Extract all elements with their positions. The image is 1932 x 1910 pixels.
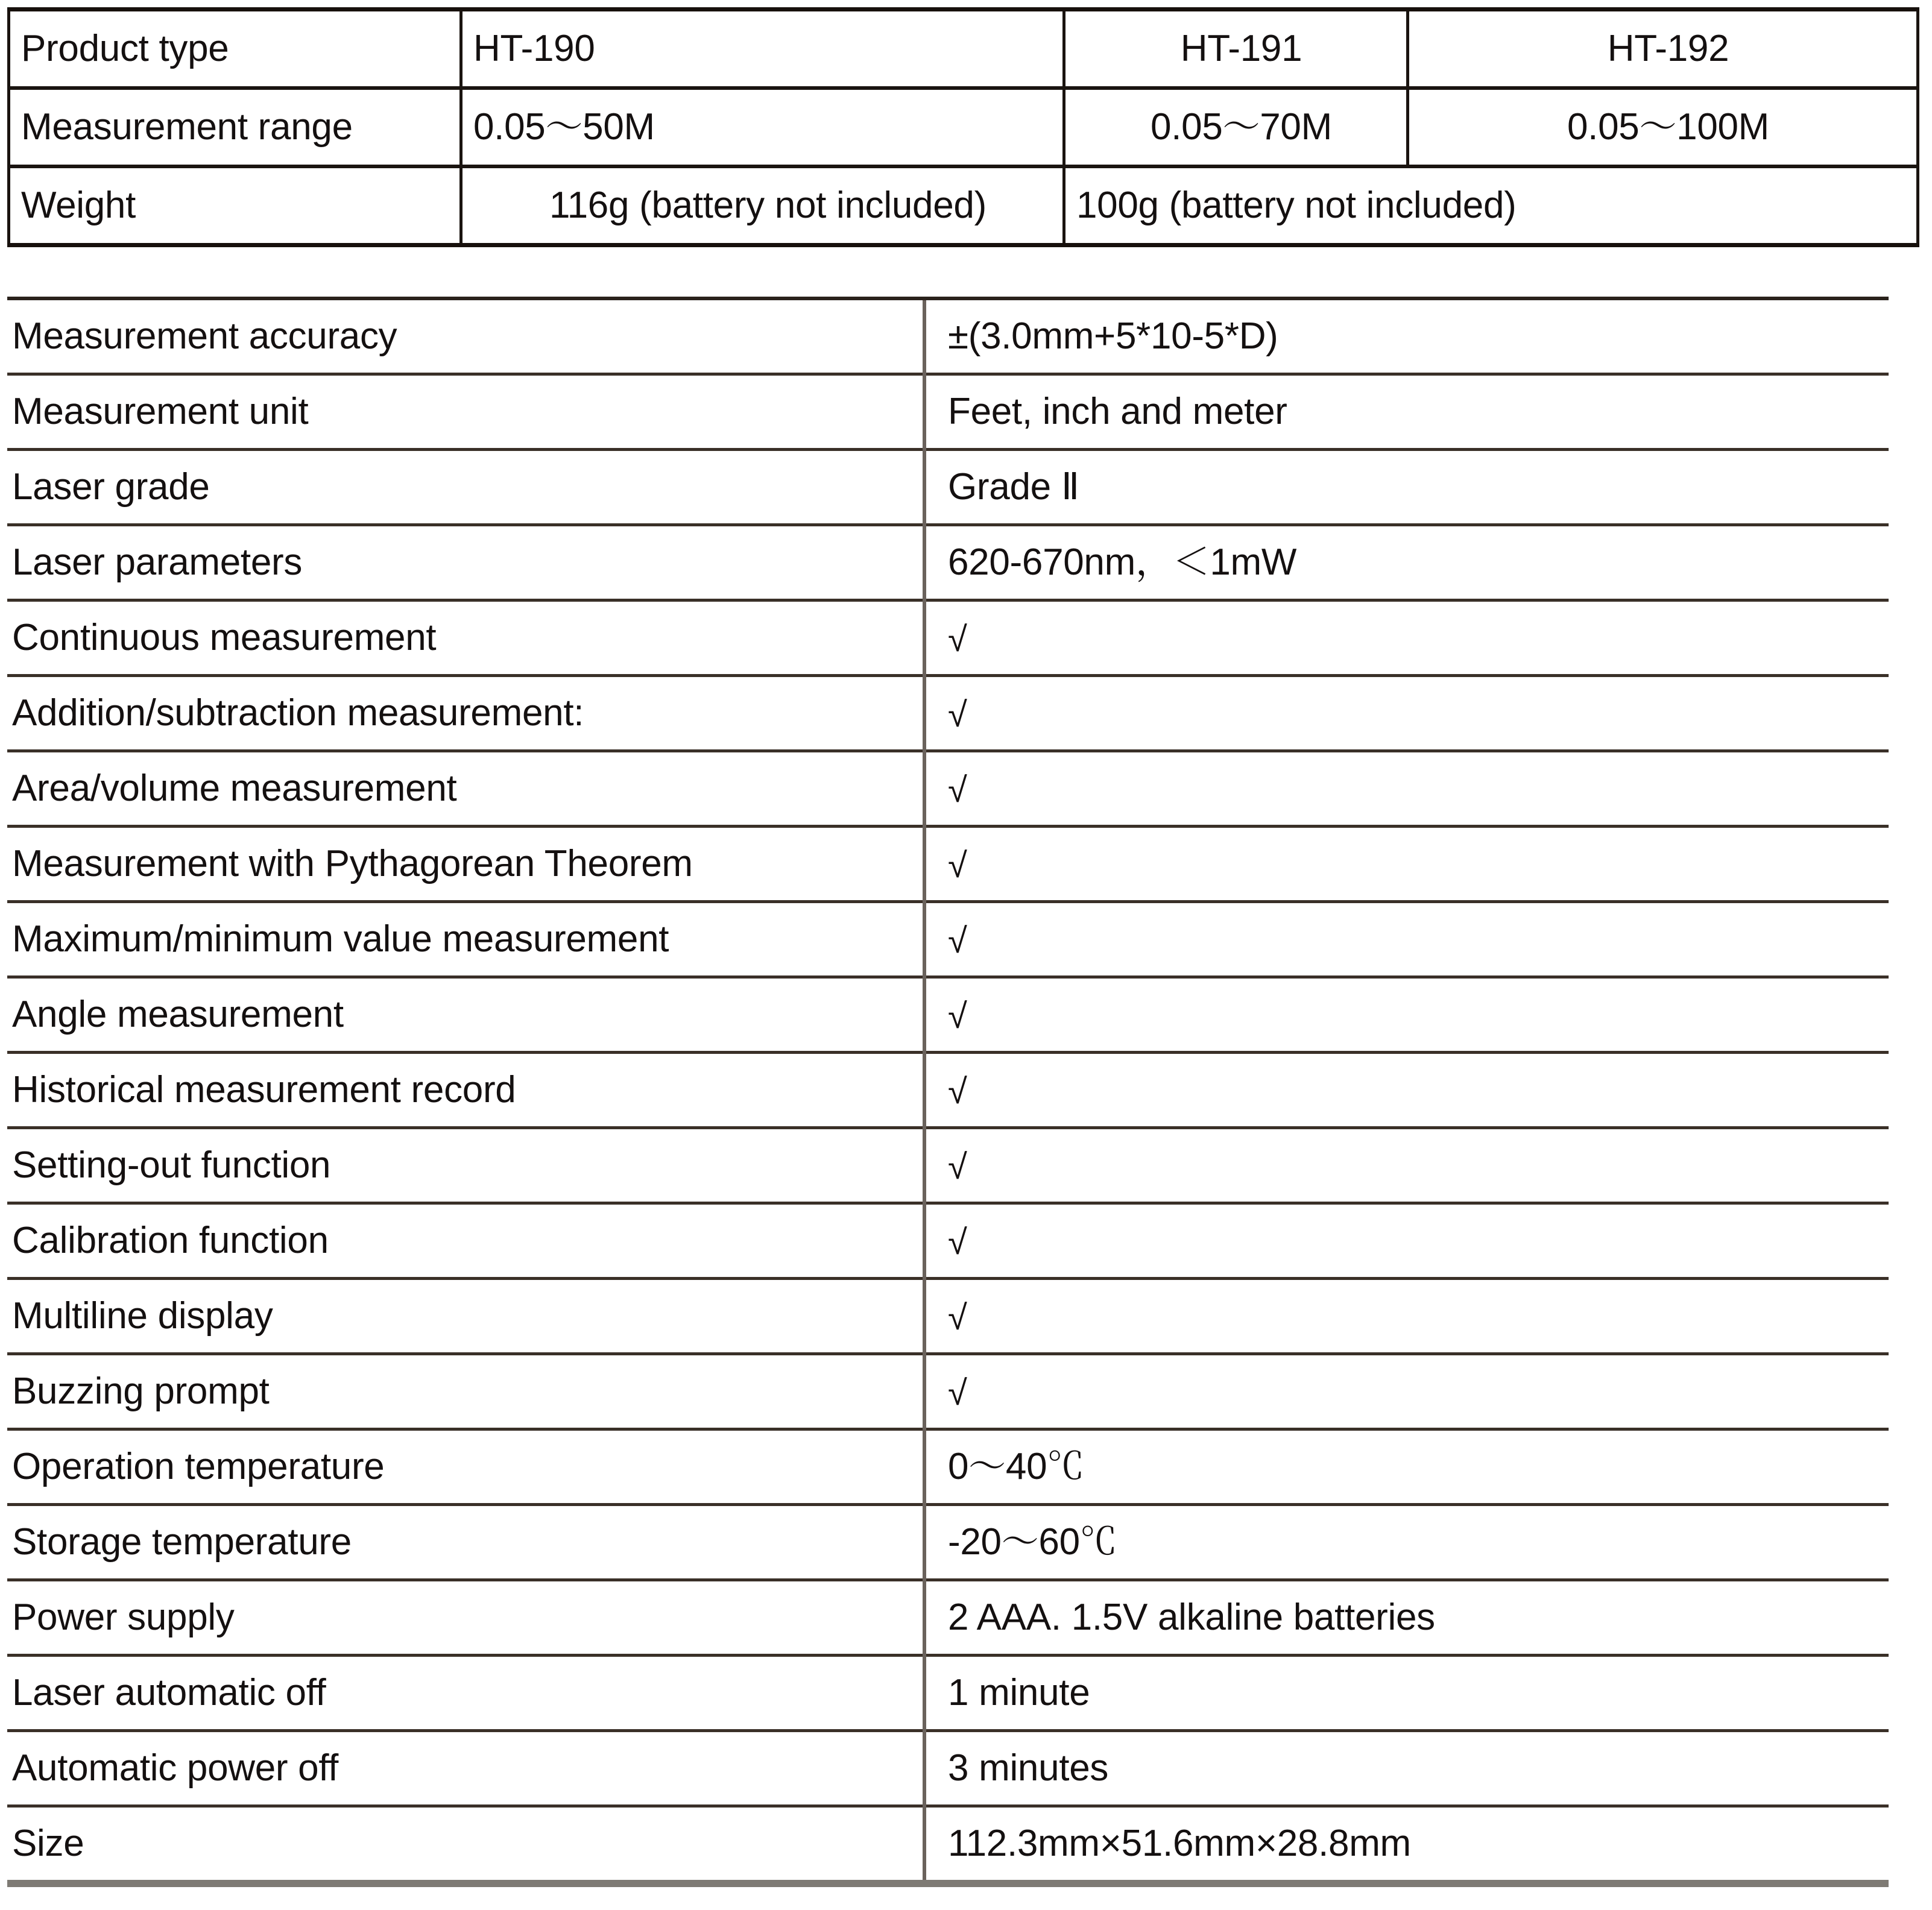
- spec-value-laser-parameters: 620-670nm，＜1mW: [924, 525, 1889, 600]
- spec-key-laser-parameters: Laser parameters: [7, 525, 924, 600]
- row-label-measurement-range: Measurement range: [9, 88, 461, 166]
- checkmark-icon: √: [948, 695, 967, 735]
- spec-key-operation-temperature: Operation temperature: [7, 1429, 924, 1505]
- table-row: [7, 1429, 1889, 1505]
- row-label-weight: Weight: [9, 166, 461, 245]
- spec-key-angle-measurement: Angle measurement: [7, 977, 924, 1053]
- table-row: [7, 751, 1889, 827]
- checkmark-icon: √: [948, 1373, 967, 1413]
- spec-value-automatic-power-off: 3 minutes: [924, 1731, 1889, 1806]
- cell-ht190-product-type: HT-190: [461, 10, 1064, 89]
- table-row: [7, 1580, 1889, 1656]
- spec-key-continuous-measurement: Continuous measurement: [7, 600, 924, 676]
- spec-key-automatic-power-off: Automatic power off: [7, 1731, 924, 1806]
- specifications-table: [7, 297, 1889, 1887]
- cell-ht191-product-type: HT-191: [1064, 10, 1408, 89]
- spec-value-storage-temperature: -20～60℃: [924, 1505, 1889, 1580]
- spec-key-addition-subtraction-measurement: Addition/subtraction measurement:: [7, 676, 924, 751]
- spec-key-measurement-accuracy: Measurement accuracy: [7, 298, 924, 374]
- spec-value-power-supply: 2 AAA. 1.5V alkaline batteries: [924, 1580, 1889, 1656]
- cell-ht192-measurement-range: 0.05～100M: [1408, 88, 1918, 166]
- table-row: [7, 1128, 1889, 1203]
- checkmark-icon: √: [948, 1072, 967, 1112]
- table-row: [7, 1203, 1889, 1279]
- table-row: [7, 374, 1889, 450]
- table-row: [7, 1505, 1889, 1580]
- checkmark-icon: √: [948, 921, 967, 961]
- checkmark-icon: √: [948, 1147, 967, 1187]
- spec-key-area-volume-measurement: Area/volume measurement: [7, 751, 924, 827]
- spec-key-storage-temperature: Storage temperature: [7, 1505, 924, 1580]
- table-row: [7, 1279, 1889, 1354]
- spec-value-laser-grade: Grade Ⅱ: [924, 450, 1889, 525]
- table-row: [9, 88, 1918, 166]
- table-row: [9, 166, 1918, 245]
- checkmark-icon: √: [948, 620, 967, 660]
- spec-key-multiline-display: Multiline display: [7, 1279, 924, 1354]
- cell-ht190-weight: 116g (battery not included): [461, 166, 1064, 245]
- spec-key-power-supply: Power supply: [7, 1580, 924, 1656]
- spec-key-setting-out-function: Setting-out function: [7, 1128, 924, 1203]
- spec-value-laser-automatic-off: 1 minute: [924, 1656, 1889, 1731]
- spec-key-laser-grade: Laser grade: [7, 450, 924, 525]
- table-row: [7, 298, 1889, 374]
- table-row: [7, 1806, 1889, 1884]
- table-row: [7, 450, 1889, 525]
- spec-key-maximum-minimum-value-measurement: Maximum/minimum value measurement: [7, 902, 924, 977]
- row-label-product-type: Product type: [9, 10, 461, 89]
- table-row: [7, 676, 1889, 751]
- spec-key-buzzing-prompt: Buzzing prompt: [7, 1354, 924, 1429]
- table-row: [7, 977, 1889, 1053]
- table-row: [7, 827, 1889, 902]
- spec-key-measurement-unit: Measurement unit: [7, 374, 924, 450]
- spec-key-laser-automatic-off: Laser automatic off: [7, 1656, 924, 1731]
- spec-value-operation-temperature: 0～40℃: [924, 1429, 1889, 1505]
- table-row: [7, 1053, 1889, 1128]
- spec-key-size: Size: [7, 1806, 924, 1884]
- checkmark-icon: √: [948, 1298, 967, 1338]
- table-row: [9, 10, 1918, 89]
- spec-key-historical-measurement-record: Historical measurement record: [7, 1053, 924, 1128]
- table-row: [7, 902, 1889, 977]
- cell-ht190-measurement-range: 0.05～50M: [461, 88, 1064, 166]
- product-comparison-table: [7, 7, 1919, 247]
- checkmark-icon: √: [948, 1223, 967, 1262]
- table-row: [7, 1354, 1889, 1429]
- spec-key-pythagorean-theorem-measurement: Measurement with Pythagorean Theorem: [7, 827, 924, 902]
- cell-ht192-product-type: HT-192: [1408, 10, 1918, 89]
- spec-value-measurement-accuracy: ±(3.0mm+5*10-5*D): [924, 298, 1889, 374]
- spec-value-measurement-unit: Feet, inch and meter: [924, 374, 1889, 450]
- table-row: [7, 600, 1889, 676]
- spec-value-size: 112.3mm×51.6mm×28.8mm: [924, 1806, 1889, 1884]
- checkmark-icon: √: [948, 997, 967, 1036]
- table-row: [7, 1656, 1889, 1731]
- spec-key-calibration-function: Calibration function: [7, 1203, 924, 1279]
- checkmark-icon: √: [948, 771, 967, 810]
- cell-ht191-measurement-range: 0.05～70M: [1064, 88, 1408, 166]
- checkmark-icon: √: [948, 846, 967, 886]
- cell-ht191-ht192-weight: 100g (battery not included): [1064, 166, 1918, 245]
- table-row: [7, 525, 1889, 600]
- table-row: [7, 1731, 1889, 1806]
